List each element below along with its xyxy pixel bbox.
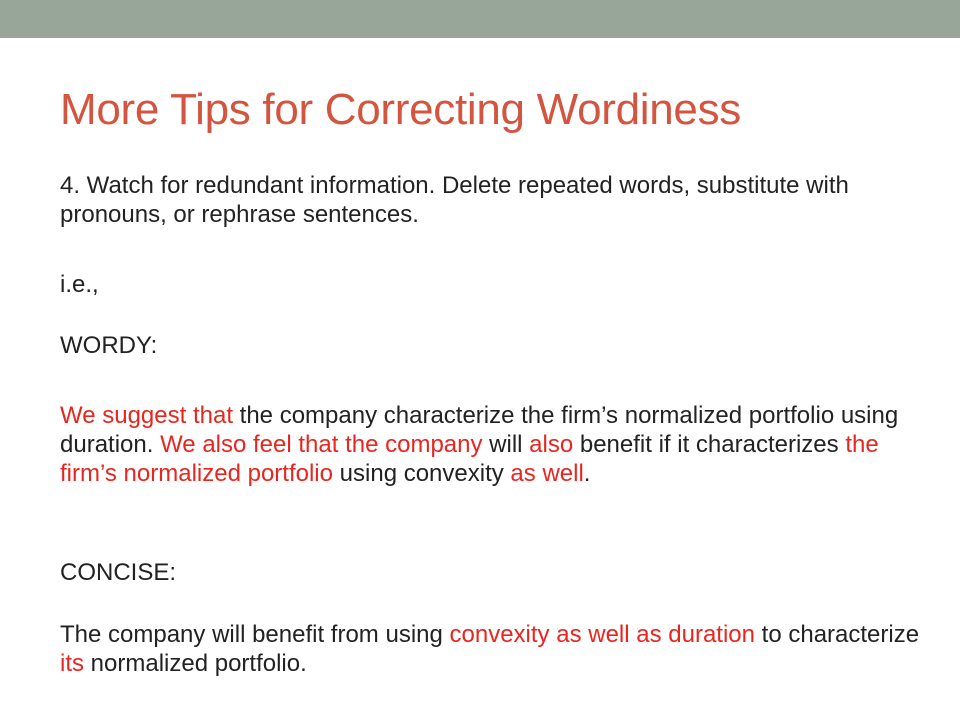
ie-text: i.e., xyxy=(60,271,99,298)
text-segment: benefit if it characterizes xyxy=(573,431,846,458)
highlighted-phrase: also xyxy=(529,431,574,458)
top-decorative-bar xyxy=(0,0,960,38)
text-segment: using convexity xyxy=(333,460,511,487)
wordy-example xyxy=(60,401,920,488)
wordy-label: WORDY: xyxy=(60,332,158,359)
concise-example xyxy=(60,620,920,678)
highlighted-phrase: as well xyxy=(510,460,584,487)
text-segment: . xyxy=(583,460,591,487)
text-segment: The company will benefit from using xyxy=(60,621,450,648)
highlighted-phrase: its xyxy=(60,650,84,677)
tip-text: 4. Watch for redundant information. Delete repeated words, substitute with pronouns, or rephrase sentences. xyxy=(60,172,849,228)
text-segment: the company characterize the firm’s normalized portfolio using duration. xyxy=(60,402,899,458)
highlighted-phrase: We also feel that the company xyxy=(160,431,483,458)
text-segment: will xyxy=(482,431,530,458)
highlighted-phrase: the firm’s normalized portfolio xyxy=(60,431,879,487)
text-segment: to characterize xyxy=(755,621,920,648)
slide-title: More Tips for Correcting Wordiness xyxy=(60,85,741,134)
highlighted-phrase: We suggest that xyxy=(60,402,233,429)
concise-label: CONCISE: xyxy=(60,559,177,586)
text-segment: normalized portfolio. xyxy=(84,650,307,677)
highlighted-phrase: convexity as well as duration xyxy=(449,621,755,648)
